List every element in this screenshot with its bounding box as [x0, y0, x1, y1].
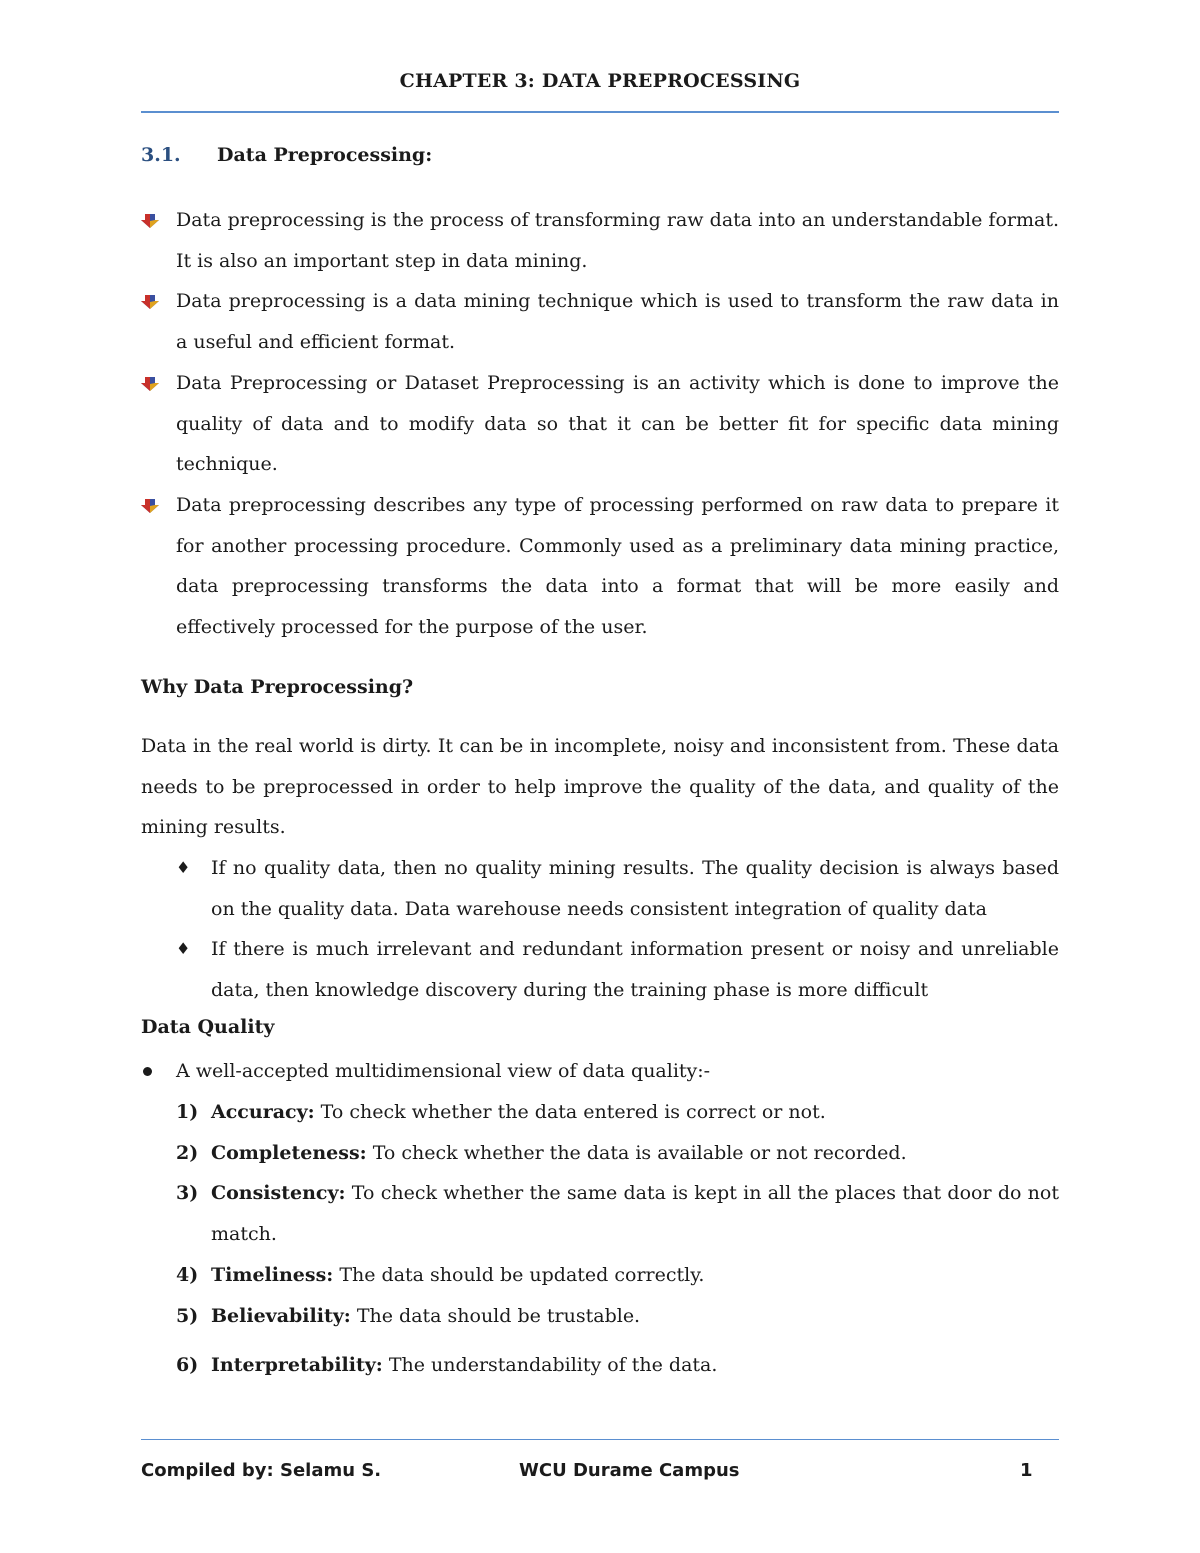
dimension-description: To check whether the data is available or not recorded. [366, 1141, 907, 1164]
footer-author: Compiled by: Selamu S. [141, 1460, 382, 1481]
quality-dimension-item [176, 1092, 1059, 1133]
why-point [176, 929, 1059, 1010]
quality-dimension-item [176, 1345, 1059, 1386]
dimension-description: To check whether the same data is kept in all the places that door do not match. [211, 1182, 1059, 1246]
header-rule [141, 111, 1059, 113]
dimension-description: To check whether the data entered is correct or not. [314, 1101, 826, 1123]
dimension-term: Completeness: [211, 1141, 367, 1164]
item-number: 3) [176, 1182, 199, 1205]
footer-campus: WCU Durame Campus [519, 1460, 740, 1481]
why-paragraph: Data in the real world is dirty. It can be in incomplete, noisy and inconsistent from. These data needs to be preprocessed in order to help improve the quality of the data, and quality of the mining results. [141, 735, 1059, 839]
why-point-text: If no quality data, then no quality mining results. The quality decision is always based on the quality data. Data warehouse needs consistent integration of quality data [211, 857, 1059, 920]
page-header-title: CHAPTER 3: DATA PREPROCESSING [399, 70, 801, 92]
dot-bullet-icon [143, 1067, 152, 1076]
definition-list [141, 200, 1059, 648]
definition-text: Data preprocessing describes any type of processing performed on raw data to prepare it for another processing procedure. Commonly used as a preliminary data mining practice, data preprocessing transforms the data into a format that will be more easily and effectively processed for the purpose of the user. [176, 493, 1059, 639]
dimension-description: The data should be updated correctly. [333, 1263, 705, 1286]
diamond-bullet-icon: ♦ [176, 939, 191, 959]
page-number: 1 [1020, 1460, 1033, 1481]
section-heading [141, 144, 432, 166]
why-point [176, 848, 1059, 929]
item-number: 1) [176, 1101, 199, 1123]
data-quality-intro [141, 1051, 1059, 1092]
list-item [141, 1051, 1059, 1092]
quality-dimension-item [176, 1133, 1059, 1174]
diamond-bullet-icon: ♦ [176, 858, 191, 877]
section-title: Data Preprocessing: [217, 144, 433, 166]
quality-dimension-item [176, 1255, 1059, 1296]
arrow-bullet-icon [141, 375, 159, 393]
dimension-term: Believability: [211, 1304, 351, 1327]
data-quality-heading: Data Quality [141, 1016, 275, 1038]
definition-text: Data Preprocessing or Dataset Preprocessing is an activity which is done to improve the quality of data and to modify data so that it can be better fit for specific data mining technique. [176, 371, 1059, 476]
definition-text: Data preprocessing is the process of transforming raw data into an understandable format. It is also an important step in data mining. [176, 209, 1059, 272]
why-heading: Why Data Preprocessing? [141, 676, 414, 698]
definition-item [141, 485, 1059, 648]
definition-text: Data preprocessing is a data mining technique which is used to transform the raw data in a useful and efficient format. [176, 290, 1059, 354]
dimension-term: Accuracy: [211, 1101, 315, 1123]
definition-item [141, 200, 1059, 281]
dimension-term: Interpretability: [211, 1354, 383, 1377]
item-number: 6) [176, 1354, 199, 1377]
dimension-term: Timeliness: [211, 1263, 334, 1286]
quality-dimension-item [176, 1173, 1059, 1254]
definition-item [141, 281, 1059, 362]
arrow-bullet-icon [141, 497, 159, 515]
definition-item [141, 363, 1059, 485]
arrow-bullet-icon [141, 293, 159, 311]
data-quality-intro-text: A well-accepted multidimensional view of data quality:- [176, 1060, 711, 1082]
dimension-term: Consistency: [211, 1182, 346, 1205]
why-point-text: If there is much irrelevant and redundant information present or noisy and unreliable data, then knowledge discovery during the training phase is more difficult [211, 938, 1059, 1002]
dimension-description: The understandability of the data. [382, 1354, 718, 1377]
dimension-description: The data should be trustable. [350, 1304, 641, 1327]
data-quality-list [176, 1092, 1059, 1386]
footer-rule [141, 1439, 1059, 1440]
section-number: 3.1. [141, 144, 181, 166]
item-number: 2) [176, 1141, 199, 1164]
quality-dimension-item [176, 1296, 1059, 1337]
item-number: 4) [176, 1263, 199, 1286]
item-number: 5) [176, 1304, 199, 1327]
why-points-list [176, 848, 1059, 1011]
arrow-bullet-icon [141, 212, 159, 230]
